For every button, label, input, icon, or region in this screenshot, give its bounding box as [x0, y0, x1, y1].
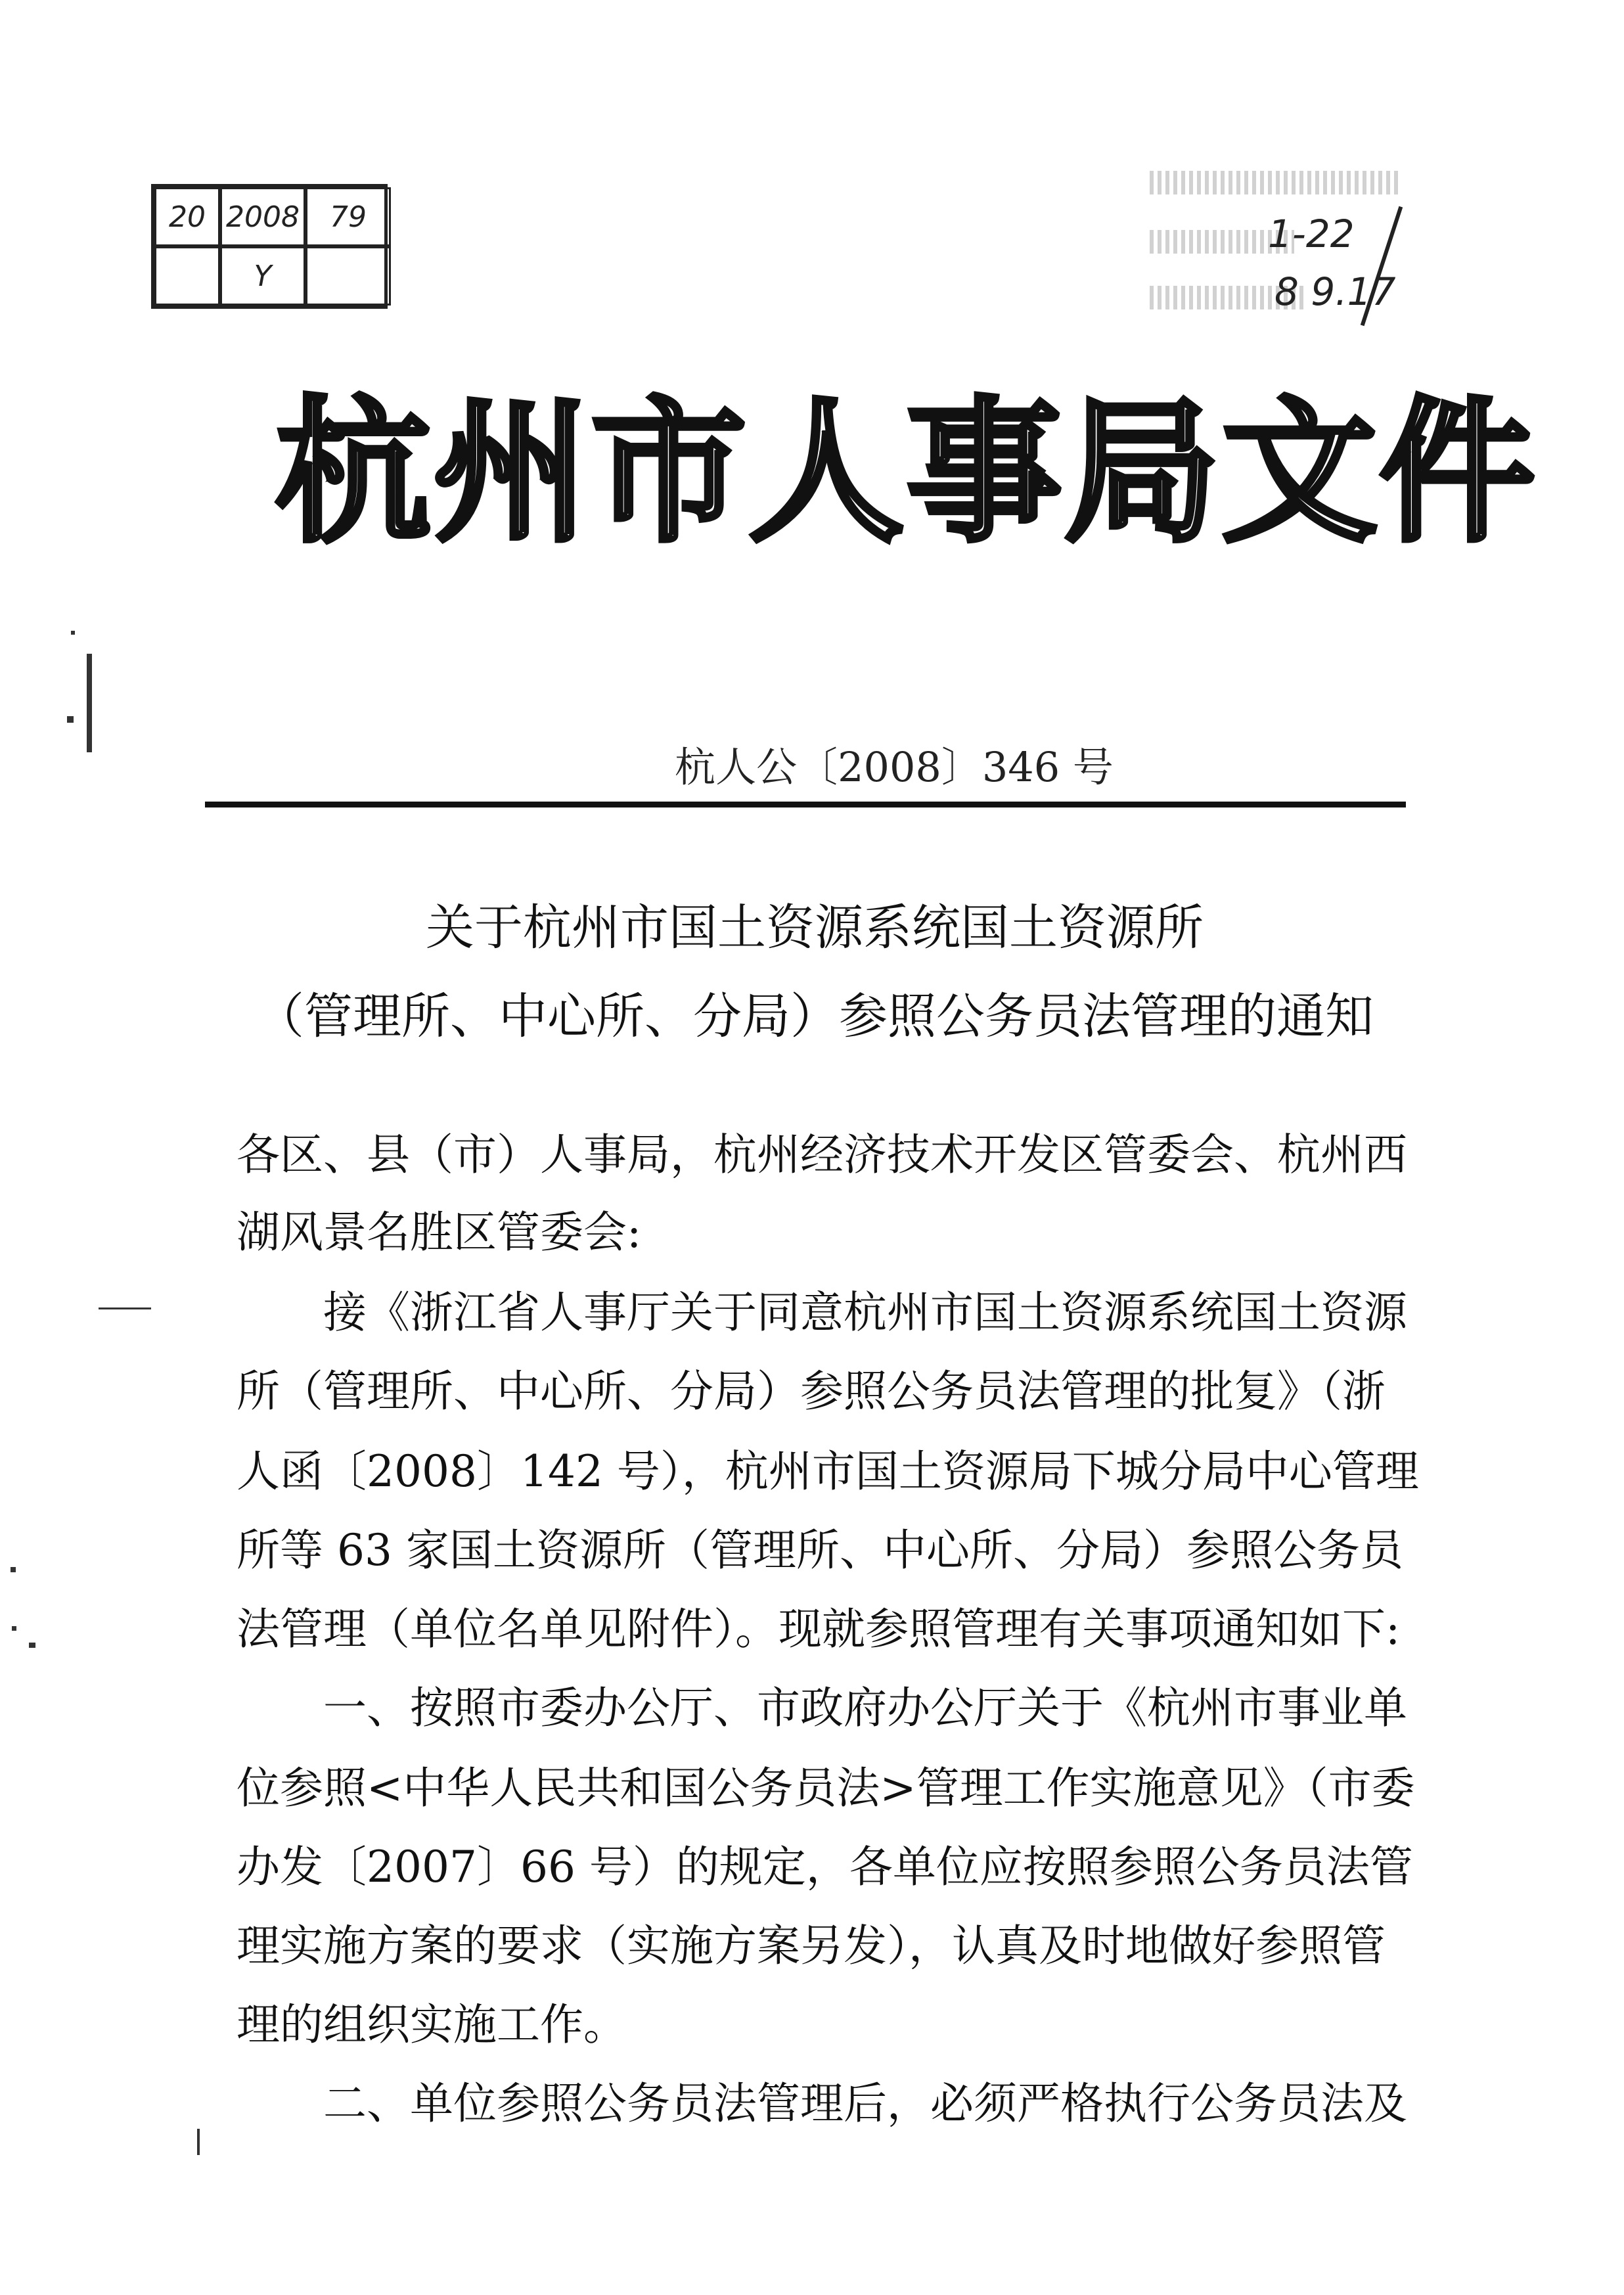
- scan-margin-mark: [87, 654, 92, 752]
- body-line: 位参照<中华人民共和国公务员法>管理工作实施意见》（市委: [237, 1763, 1415, 1813]
- received-handwriting: 8 9.17: [1274, 269, 1396, 314]
- archive-stamp: [151, 184, 388, 309]
- scan-margin-mark: [67, 716, 74, 723]
- body-line: 所等 63 家国土资源所（管理所、中心所、分局）参照公务员: [237, 1525, 1403, 1576]
- notice-title-line-2: （管理所、中心所、分局）参照公务员法管理的通知: [256, 988, 1374, 1045]
- scan-margin-mark: [71, 631, 75, 635]
- body-line: 湖风景名胜区管委会:: [237, 1207, 642, 1258]
- notice-title-line-1: 关于杭州市国土资源系统国土资源所: [426, 899, 1204, 956]
- body-line: 各区、县（市）人事局，杭州经济技术开发区管委会、杭州西: [237, 1129, 1407, 1180]
- archive-cell: [154, 246, 220, 306]
- archive-cell: 79: [305, 187, 391, 246]
- body-line: 法管理（单位名单见附件）。现就参照管理有关事项通知如下:: [237, 1604, 1401, 1654]
- stamp-smudge: [1150, 171, 1399, 194]
- scan-margin-mark: [29, 1643, 35, 1648]
- body-line: 人函〔2008〕142 号），杭州市国土资源局下城分局中心管理: [237, 1446, 1419, 1497]
- body-line: 办发〔2007〕66 号）的规定，各单位应按照参照公务员法管: [237, 1842, 1413, 1892]
- body-line: 二、单位参照公务员法管理后，必须严格执行公务员法及: [237, 2078, 1407, 2129]
- body-line: 所（管理所、中心所、分局）参照公务员法管理的批复》（浙: [237, 1366, 1386, 1417]
- body-line: 一、按照市委办公厅、市政府办公厅关于《杭州市事业单: [237, 1683, 1407, 1733]
- header-rule: [205, 802, 1406, 807]
- body-line: 理实施方案的要求（实施方案另发），认真及时地做好参照管: [237, 1920, 1386, 1971]
- received-handwriting: 1-22: [1268, 212, 1355, 256]
- body-line: 接《浙江省人事厅关于同意杭州市国土资源系统国土资源: [237, 1287, 1407, 1338]
- scan-margin-mark: [197, 2129, 200, 2155]
- archive-cell: Y: [220, 246, 305, 306]
- scan-margin-mark: [11, 1567, 16, 1572]
- archive-cell: [305, 246, 391, 306]
- scan-margin-mark: [99, 1307, 151, 1309]
- received-stamp: [1143, 164, 1432, 335]
- scan-margin-mark: [12, 1626, 16, 1631]
- archive-cell: 2008: [220, 187, 305, 246]
- document-number: 杭人公〔2008〕346 号: [675, 743, 1114, 791]
- archive-cell: 20: [154, 187, 220, 246]
- body-line: 理的组织实施工作。: [237, 1999, 627, 2050]
- letterhead: 杭州市人事局文件: [276, 380, 1538, 563]
